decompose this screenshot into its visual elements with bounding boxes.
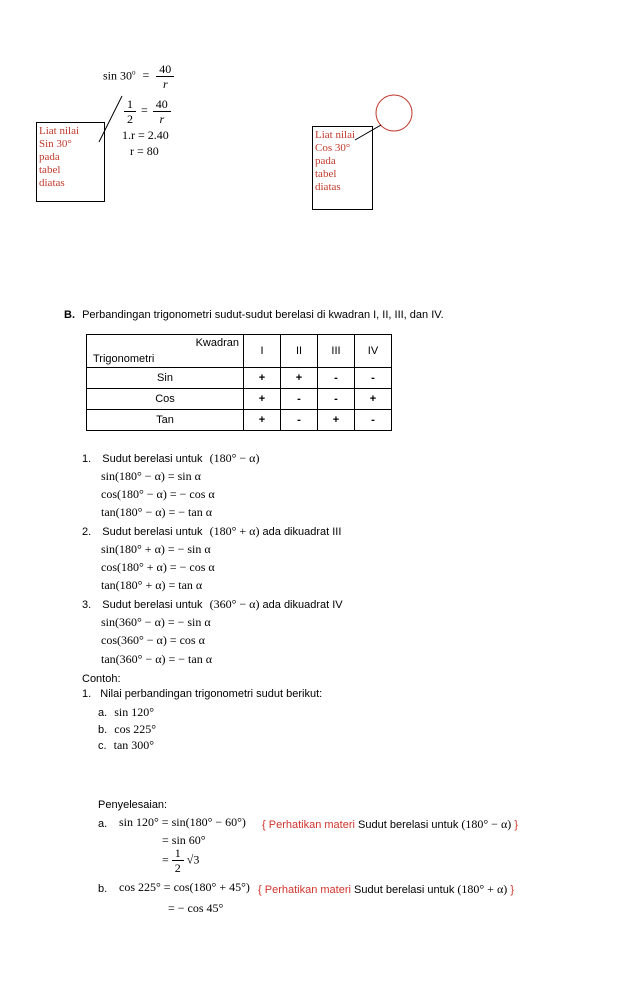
note-left-line: Liat nilai xyxy=(39,125,80,137)
section-b-heading xyxy=(64,309,444,321)
table-row xyxy=(87,389,392,410)
list-suffix: ada dikuadrat IV xyxy=(262,599,343,611)
brace-open: { xyxy=(262,819,266,831)
callout-lines xyxy=(0,0,638,220)
formula-line: sin(180° + α) = − sin α xyxy=(101,542,211,556)
note-right-line: pada xyxy=(315,155,336,167)
list-text: Sudut berelasi untuk xyxy=(102,453,203,465)
solution-b-line2: = − cos 45° xyxy=(168,901,224,915)
cell: + xyxy=(318,410,355,431)
quadrant-sign-table xyxy=(86,334,392,431)
note-black: Sudut berelasi untuk xyxy=(358,819,459,831)
callout-circle-right xyxy=(376,95,412,131)
eq2-eq: = xyxy=(141,103,148,118)
eq2-den2: r xyxy=(159,112,165,126)
cell: - xyxy=(281,410,318,431)
cell: - xyxy=(318,389,355,410)
brace-close: } xyxy=(510,884,514,896)
contoh-item xyxy=(82,688,322,700)
solution-a-label: a. xyxy=(98,818,108,830)
cell: + xyxy=(355,389,392,410)
eq2-den1: 2 xyxy=(127,112,133,126)
formula-line: sin(360° − α) = − sin α xyxy=(101,615,211,629)
list-expr: (180° − α) xyxy=(209,451,260,465)
formula-line: cos(360° − α) = cos α xyxy=(101,633,205,647)
callout-line-left xyxy=(99,96,122,142)
note-right-line: Cos 30° xyxy=(315,142,351,154)
eq1-eq: = xyxy=(142,68,150,83)
section-b-label: B. xyxy=(64,309,75,321)
eq3: 1.r = 2.40 xyxy=(122,128,169,142)
list-suffix: ada dikuadrat III xyxy=(262,526,342,538)
section-b-title: Perbandingan trigonometri sudut-sudut berelasi di kwadran I, II, III, dan IV. xyxy=(82,309,444,321)
contoh-sub-b xyxy=(98,722,156,737)
list-item-3-heading xyxy=(82,597,343,612)
eq2-num1: 1 xyxy=(124,97,136,112)
note-left-line: tabel xyxy=(39,164,61,176)
note-right-line: diatas xyxy=(315,181,341,193)
cell: - xyxy=(281,389,318,410)
cell: - xyxy=(318,368,355,389)
solution-a-line2: = sin 60° xyxy=(162,833,206,847)
table-row xyxy=(87,368,392,389)
list-num: 3. xyxy=(82,599,92,611)
contoh-label: Contoh: xyxy=(82,673,121,685)
frac-den: 2 xyxy=(174,861,181,875)
solution-a-line3 xyxy=(162,846,199,875)
contoh-text: Nilai perbandingan trigonometri sudut berikut: xyxy=(100,688,323,700)
cell: + xyxy=(244,389,281,410)
note-black: Sudut berelasi untuk xyxy=(354,884,455,896)
note-red: Perhatikan materi xyxy=(268,819,355,831)
row-label: Cos xyxy=(87,389,244,410)
header-trigonometri: Trigonometri xyxy=(93,353,155,365)
list-text: Sudut berelasi untuk xyxy=(102,599,203,611)
eq1-den: r xyxy=(162,77,168,91)
formula-line: cos(180° + α) = − cos α xyxy=(101,560,215,574)
solution-a-line1: sin 120° = sin(180° − 60°) xyxy=(119,815,246,829)
formula-line: sin(180° − α) = sin α xyxy=(101,469,201,483)
note-expr: (180° − α) xyxy=(461,817,512,831)
sub-label: a. xyxy=(98,707,108,719)
eq1-num: 40 xyxy=(156,62,174,77)
list-expr: (180° + α) xyxy=(209,524,260,538)
note-expr: (180° + α) xyxy=(457,882,508,896)
list-num: 2. xyxy=(82,526,92,538)
sub-expr: cos 225° xyxy=(114,722,157,736)
contoh-num: 1. xyxy=(82,688,92,700)
note-red: Perhatikan materi xyxy=(264,884,351,896)
solution-b-line1: cos 225° = cos(180° + 45°) xyxy=(119,880,250,894)
cell: - xyxy=(355,368,392,389)
sub-expr: tan 300° xyxy=(113,738,155,752)
contoh-sub-c xyxy=(98,738,154,753)
brace-open: { xyxy=(258,884,262,896)
formula-line: tan(180° − α) = − tan α xyxy=(101,505,212,519)
row-label: Tan xyxy=(87,410,244,431)
callout-line-right xyxy=(355,125,381,140)
solution-b-note xyxy=(258,882,514,897)
solution-a-note xyxy=(262,817,518,832)
list-text: Sudut berelasi untuk xyxy=(102,526,203,538)
note-left-line: diatas xyxy=(39,177,65,189)
solution-b-label: b. xyxy=(98,883,108,895)
header-kwadran: Kwadran xyxy=(195,337,239,349)
eq-sign: = xyxy=(162,852,169,867)
note-right-line: Liat nilai xyxy=(315,129,356,141)
note-left-line: Sin 30° xyxy=(39,138,72,150)
col-header: II xyxy=(281,335,318,368)
contoh-sub-a xyxy=(98,705,154,720)
penyelesaian-label: Penyelesaian: xyxy=(98,799,168,811)
cell: + xyxy=(244,368,281,389)
table-header-corner xyxy=(87,335,244,368)
table-row xyxy=(87,410,392,431)
row-label: Sin xyxy=(87,368,244,389)
eq4: r = 80 xyxy=(130,144,159,158)
note-right-line: tabel xyxy=(315,168,337,180)
list-item-2-heading xyxy=(82,524,341,539)
col-header: I xyxy=(244,335,281,368)
sub-label: b. xyxy=(98,724,108,736)
sub-label: c. xyxy=(98,740,107,752)
formula-line: cos(180° − α) = − cos α xyxy=(101,487,215,501)
root3: √3 xyxy=(186,852,200,867)
sub-expr: sin 120° xyxy=(114,705,155,719)
brace-close: } xyxy=(514,819,518,831)
note-left-line: pada xyxy=(39,151,60,163)
cell: + xyxy=(281,368,318,389)
col-header: IV xyxy=(355,335,392,368)
cell: - xyxy=(355,410,392,431)
col-header: III xyxy=(318,335,355,368)
formula-line: tan(180° + α) = tan α xyxy=(101,578,203,592)
eq1-sup: o xyxy=(132,68,136,77)
list-expr: (360° − α) xyxy=(209,597,260,611)
cell: + xyxy=(244,410,281,431)
formula-line: tan(360° − α) = − tan α xyxy=(101,652,212,666)
frac-num: 1 xyxy=(172,846,184,861)
eq2-num2: 40 xyxy=(153,97,171,112)
half-frac xyxy=(172,846,184,875)
list-item-1-heading xyxy=(82,451,259,466)
list-num: 1. xyxy=(82,453,92,465)
eq1-lhs: sin 30 xyxy=(103,68,133,83)
